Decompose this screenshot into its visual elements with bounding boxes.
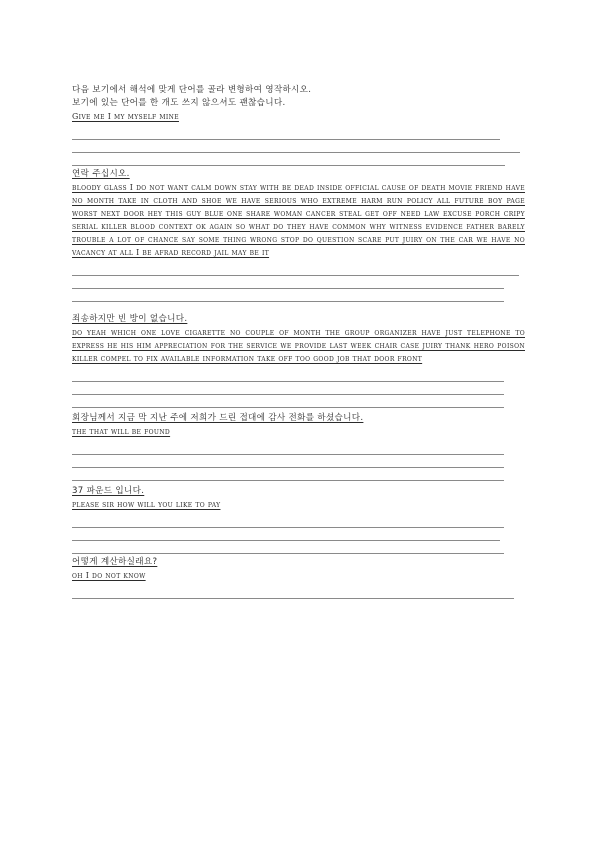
- korean-prompt: 회장님께서 지금 막 지난 주에 저희가 드린 접대에 감사 전화를 하셨습니다.: [72, 413, 364, 423]
- answer-lines: [72, 369, 525, 408]
- answer-line[interactable]: [72, 369, 504, 382]
- answer-line[interactable]: [72, 468, 504, 481]
- instruction-line-1: 다음 보기에서 해석에 맞게 단어를 골라 변형하여 영작하시오.: [72, 85, 312, 95]
- instruction-line-2: 보기에 있는 단어를 한 개도 쓰지 않으셔도 괜찮습니다.: [72, 98, 286, 108]
- korean-prompt: 죄송하지만 빈 방이 없습니다.: [72, 314, 188, 324]
- answer-line[interactable]: [72, 528, 500, 541]
- word-bank: do yeah which one love cigarette no couple of month the group organizer have just telephone to express he his him appreciation for the service we provide last week chair case juiry thank hero poison killer compel to fix available information take off too good job that door front: [72, 328, 525, 363]
- korean-prompt: 37 파운드 입니다.: [72, 486, 145, 496]
- answer-line[interactable]: [72, 153, 505, 166]
- answer-line[interactable]: [72, 541, 504, 554]
- worksheet-content: [72, 84, 525, 599]
- answer-line[interactable]: [72, 442, 504, 455]
- answer-lines: [72, 586, 525, 599]
- answer-line[interactable]: [72, 276, 504, 289]
- answer-line[interactable]: [72, 515, 504, 528]
- word-bank: oh I do not know: [72, 571, 146, 580]
- example-word-bank: Give me I my myself mine: [72, 112, 179, 121]
- word-bank: bloody glass I do not want calm down stay with be dead inside official cause of death movie friend have no month take in cloth and shoe we have serious who extreme harm run policy all future boy page worst next door hey this guy blue one share woman cancer steal get off need law excuse porch cripy serial killer blood context ok again so what do they have common why witness evidence father barely trouble a lot of chance say some thing wrong stop do question scare put juiry on the car we have no vacancy at all I be afrad record jail may be it: [72, 183, 526, 257]
- answer-lines: [72, 263, 525, 302]
- answer-line[interactable]: [72, 140, 520, 153]
- word-bank: the that will be found: [72, 427, 171, 436]
- answer-lines: [72, 442, 525, 481]
- korean-prompt: 연락 주십시오.: [72, 169, 130, 179]
- example-answer-lines: [72, 127, 525, 166]
- answer-line[interactable]: [72, 382, 504, 395]
- answer-line[interactable]: [72, 395, 504, 408]
- answer-line[interactable]: [72, 455, 504, 468]
- answer-line[interactable]: [72, 127, 500, 140]
- word-bank: please sir how will you like to pay: [72, 500, 221, 509]
- answer-line[interactable]: [72, 263, 519, 276]
- answer-line[interactable]: [72, 586, 514, 599]
- korean-prompt: 어떻게 계산하실래요?: [72, 557, 158, 567]
- answer-line[interactable]: [72, 289, 504, 302]
- answer-lines: [72, 515, 525, 554]
